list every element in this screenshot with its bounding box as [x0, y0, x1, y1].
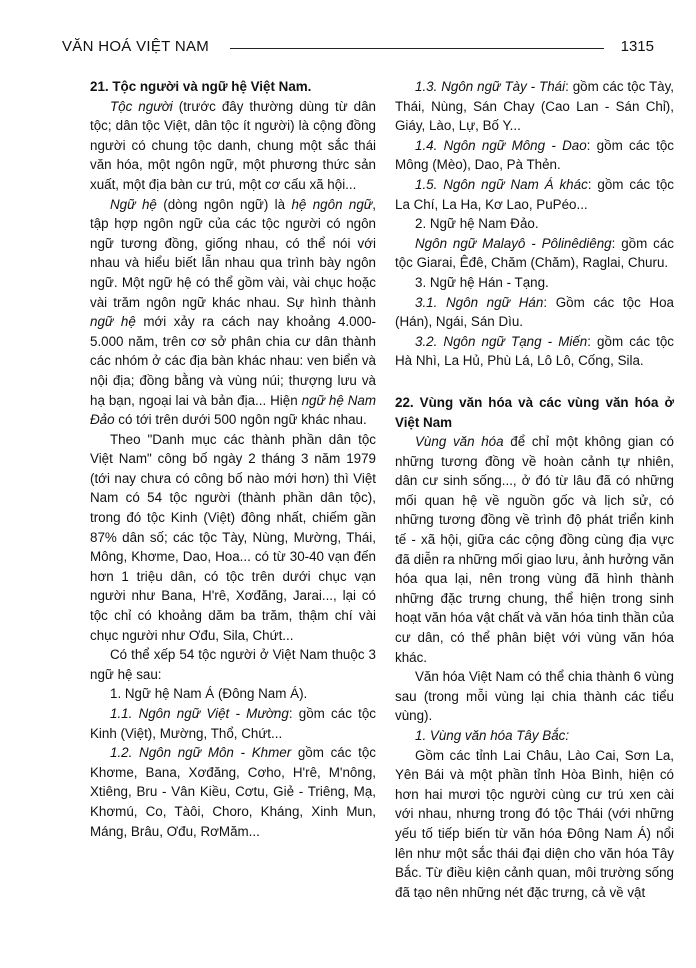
- left-column: [90, 77, 376, 841]
- list-item-han: [395, 293, 674, 332]
- text: gồm các tộc Khơme, Bana, Xơđăng, Cơho, H'rê, M'nông, Xtiêng, Bru - Vân Kiều, Cơtu, Giẻ - Triêng, Mạ, Khơmú, Co, Tàôi, Choro, Kháng, Xinh Mun, Máng, Brâu, Ơđu, RơMăm...: [90, 745, 376, 839]
- header-rule: [230, 48, 604, 49]
- text: : gồm các tộc Tày, Thái, Nùng, Sán Chay (Cao Lan - Sán Chỉ), Giáy, Lào, Lự, Bố Y...: [395, 79, 674, 134]
- list-item-nam-a-khac: [395, 175, 674, 214]
- running-header: [62, 38, 654, 58]
- paragraph-ngu-he: [90, 195, 376, 430]
- list-item-tay-thai: [395, 77, 674, 136]
- text: (trước đây thường dùng từ dân tộc; dân tộc Việt, dân tộc ít người) là cộng đồng người có chung tộc danh, chung một sắc thái văn hóa, một ngôn ngữ, một phương thức sản xuất, một địa bàn cư trú, một cơ cấu xã hội...: [90, 98, 376, 192]
- text: , tập hợp ngôn ngữ của các tộc người có ngôn ngữ tương đồng, giống nhau, có thể nói với nhau và hiểu biết lẫn nhau qua trình bày ngôn ngữ. Một ngữ hệ có thể gồm vài, vài chục hoặc vài trăm ngôn ngữ khác nhau. Sự hình thành: [90, 196, 376, 310]
- text: : gồm các tộc Giarai, Êđê, Chăm (Chăm), Raglai, Churu.: [395, 235, 674, 271]
- paragraph-toc-nguoi: [90, 97, 376, 195]
- label: Ngôn ngữ Malayô - Pôlinêdiêng: [415, 235, 612, 251]
- term-ngu-he-2: ngữ hệ: [90, 314, 136, 330]
- page-number: 1315: [620, 38, 654, 55]
- section-22-heading: 22. Vùng văn hóa và các vùng văn hóa ở Việt Nam: [395, 394, 674, 430]
- label: 1.2. Ngôn ngữ Môn - Khmer: [110, 745, 292, 761]
- paragraph-6-vung: Văn hóa Việt Nam có thể chia thành 6 vùng sau (trong mỗi vùng lại chia thành các tiểu vùng).: [395, 669, 674, 724]
- list-item-mon-khmer: [90, 743, 376, 841]
- list-item-nam-dao: 2. Ngữ hệ Nam Đảo.: [415, 216, 539, 232]
- paragraph-tay-bac: Gồm các tỉnh Lai Châu, Lào Cai, Sơn La, Yên Bái và một phần tỉnh Hòa Bình, hiện có hơn hai mươi tộc người cùng cư trú xen cài với nhau, nhưng trong đó tộc Thái (với những yếu tố tiếp biến từ văn hóa Đông Nam Á) nổi lên như một sắc thái đại diện cho văn hóa Tây Bắc. Từ điều kiện cảnh quan, môi trường sống đã tạo nên những nét đặc trưng, cả về vật: [395, 747, 674, 900]
- list-item-han-tang: 3. Ngữ hệ Hán - Tạng.: [415, 274, 549, 290]
- text: có tới trên dưới 500 ngôn ngữ khác nhau.: [114, 412, 367, 428]
- subheading-tay-bac: 1. Vùng văn hóa Tây Bắc:: [415, 728, 570, 743]
- running-title: VĂN HOÁ VIỆT NAM: [62, 38, 210, 55]
- text: : gồm các tộc Hà Nhì, La Hủ, Phù Lá, Lô Lô, Cống, Sila.: [395, 333, 674, 369]
- label: 1.1. Ngôn ngữ Việt - Mường: [110, 706, 289, 721]
- term-he-ngon-ngu: hệ ngôn ngữ: [291, 196, 373, 212]
- right-column: [395, 77, 674, 902]
- list-item-mong-dao: [395, 136, 674, 175]
- text: : gồm các tộc La Chí, La Ha, Kơ Lao, PuPéo...: [395, 176, 674, 212]
- label: 1.3. Ngôn ngữ Tày - Thái: [415, 79, 566, 94]
- paragraph-xep-54: Có thể xếp 54 tộc người ở Việt Nam thuộc 3 ngữ hệ sau:: [90, 647, 376, 682]
- label: 1.5. Ngôn ngữ Nam Á khác: [415, 176, 588, 192]
- text: để chỉ một không gian có những tương đồng về hoàn cảnh tự nhiên, dân cư sinh sống..., ở đó từ lâu đã có những mối quan hệ về nguồn gốc và lịch sử, có những tương đồng về trình độ phát triển kinh tế - xã hội, giữa các cộng đồng cùng địa vực đã diễn ra những mối giao lưu, ảnh hưởng văn hóa qua lại, nên trong vùng đã hình thành những đặc trưng chung, thể hiện trong sinh hoạt văn hóa vật chất và văn hóa tinh thần của cư dân, có thể phân biệt với vùng văn hóa khác.: [395, 434, 674, 665]
- term-toc-nguoi: Tộc người: [110, 98, 173, 114]
- label: 3.1. Ngôn ngữ Hán: [415, 294, 544, 310]
- term-vung-van-hoa: Vùng văn hóa: [415, 434, 504, 450]
- text: : Gồm các tộc Hoa (Hán), Ngái, Sán Dìu.: [395, 294, 674, 330]
- text: (dòng ngôn ngữ) là: [156, 196, 292, 212]
- list-item-nam-a: 1. Ngữ hệ Nam Á (Đông Nam Á).: [110, 686, 308, 702]
- list-item-tang-mien: [395, 332, 674, 371]
- label: 1.4. Ngôn ngữ Mông - Dao: [415, 137, 587, 153]
- term-ngu-he-nam-dao: ngữ hệ Nam Đảo: [90, 392, 376, 428]
- list-item-viet-muong: [90, 704, 376, 743]
- text: mới xảy ra cách nay khoảng 4.000-5.000 năm, trên cơ sở phân chia cư dân thành các nhóm ở các địa bàn khác nhau: ven biển và nội địa; đồng bằng và vùng núi; thượng lưu và hạ bạn, ngoại lai và bản địa... Hiện: [90, 314, 376, 408]
- term-ngu-he: Ngữ hệ: [110, 196, 157, 212]
- label: 3.2. Ngôn ngữ Tạng - Miến: [415, 333, 588, 349]
- paragraph-vung-van-hoa: [395, 432, 674, 667]
- text: : gồm các tộc Mông (Mèo), Dao, Pà Thẻn.: [395, 137, 674, 173]
- paragraph-danh-muc: Theo "Danh mục các thành phần dân tộc Việt Nam" công bố ngày 2 tháng 3 năm 1979 (tới nay chưa có công bố nào mới hơn) thì Việt Nam có 54 tộc người (thành phần dân tộc), trong đó tộc Kinh (Việt) đông nhất, chiếm gần 87% dân số; các tộc Tày, Nùng, Mường, Thái, Mông, Khơme, Dao, Hoa... có từ 30-40 vạn đến hơn 1 triệu dân, có tộc trên dưới chục vạn người như Bana, H'rê, Xơđăng, Jarai..., lại có tộc chỉ có khoảng dăm ba trăm, thậm chí vài chục người như Ơđu, Sila, Chứt...: [90, 431, 376, 643]
- section-21-heading: 21. Tộc người và ngữ hệ Việt Nam.: [90, 79, 312, 94]
- text: : gồm các tộc Kinh (Việt), Mường, Thổ, Chứt...: [90, 706, 376, 741]
- list-item-malayo: [395, 234, 674, 273]
